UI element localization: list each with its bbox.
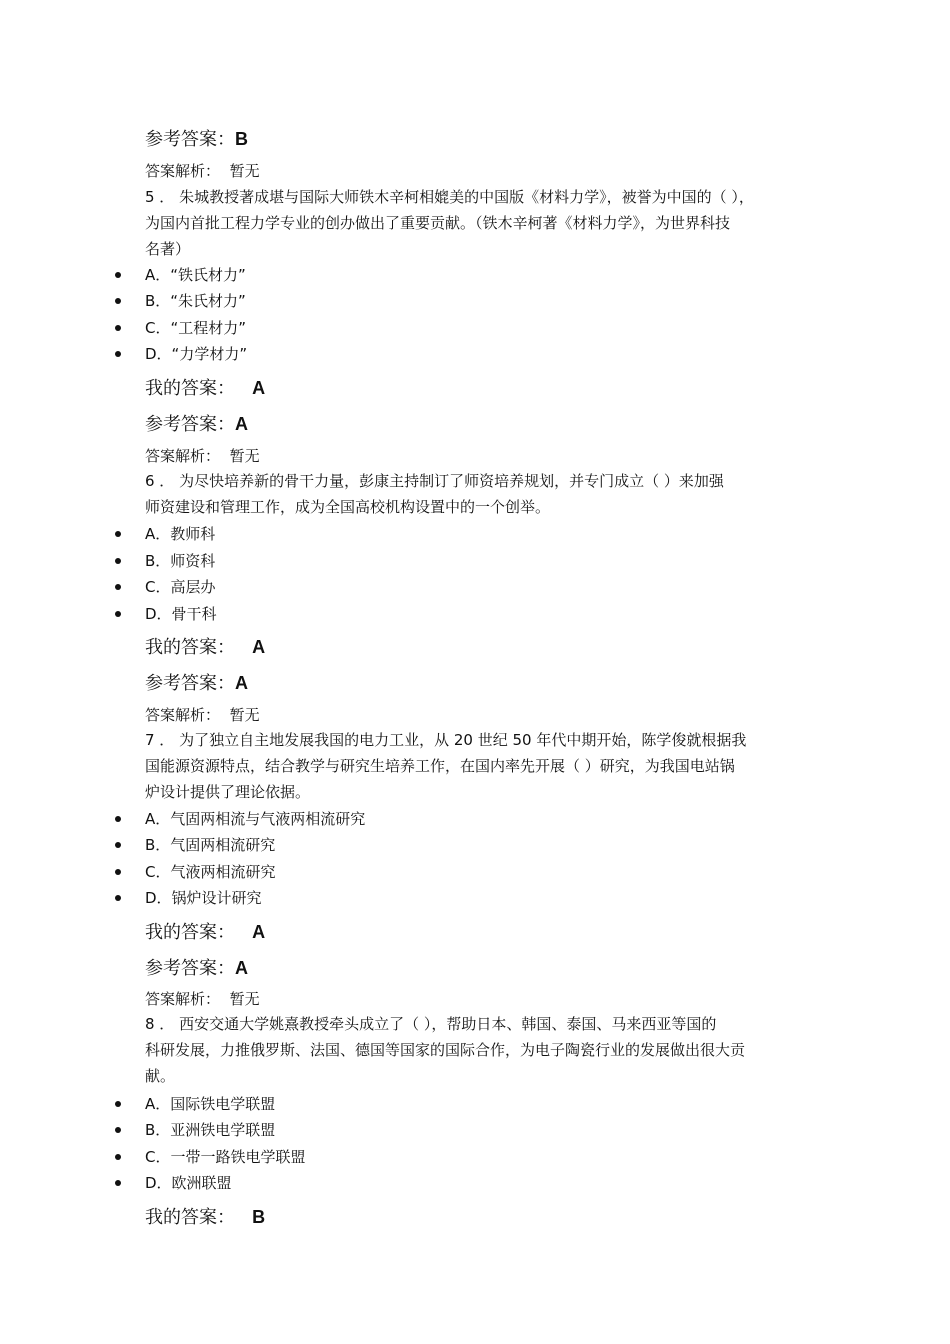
bullet [115, 869, 121, 875]
question-5-text [145, 184, 815, 262]
question-line: 名著） [145, 240, 191, 258]
reference-answer-label: 参考答案： [145, 673, 235, 694]
option-a: A．国际铁电学联盟 [145, 1095, 276, 1113]
explanation-value: 暂无 [229, 990, 260, 1008]
question-8-text [145, 1011, 815, 1089]
my-answer [145, 1203, 265, 1229]
my-answer-label: 我的答案： [145, 637, 235, 658]
bullet [115, 351, 121, 357]
reference-answer-value: B [235, 129, 248, 149]
reference-answer [145, 410, 248, 436]
question-line: 为国内首批工程力学专业的创办做出了重要贡献。（铁木辛柯著《材料力学》，为世界科技 [145, 214, 731, 232]
bullet [115, 895, 121, 901]
bullet [115, 816, 121, 822]
bullet [115, 584, 121, 590]
my-answer-label: 我的答案： [145, 378, 235, 399]
my-answer-value: A [252, 922, 266, 942]
explanation-value: 暂无 [229, 162, 260, 180]
my-answer-label: 我的答案： [145, 922, 235, 943]
option-b: B．师资科 [145, 552, 216, 570]
bullet [115, 611, 121, 617]
my-answer [145, 374, 265, 400]
answer-explanation [145, 704, 260, 725]
question-line: 炉设计提供了理论依据。 [145, 783, 311, 801]
question-line: 科研发展，力推俄罗斯、法国、德国等国家的国际合作，为电子陶瓷行业的发展做出很大贡 [145, 1041, 746, 1059]
reference-answer-label: 参考答案： [145, 958, 235, 979]
bullet [115, 298, 121, 304]
my-answer-value: A [252, 378, 266, 398]
reference-answer-value: A [235, 958, 248, 978]
bullet [115, 325, 121, 331]
option-a: A．“铁氏材力” [145, 266, 246, 284]
reference-answer [145, 954, 248, 980]
explanation-label: 答案解析： [145, 990, 221, 1008]
question-6-text [145, 468, 815, 520]
option-d: D．欧洲联盟 [145, 1174, 232, 1192]
question-line: 8 ． 西安交通大学姚熹教授牵头成立了（ ），帮助日本、韩国、泰国、马来西亚等国的 [145, 1015, 717, 1033]
option-d: D．“力学材力” [145, 345, 248, 363]
answer-explanation [145, 160, 260, 181]
bullet [115, 1101, 121, 1107]
bullet [115, 558, 121, 564]
reference-answer-label: 参考答案： [145, 414, 235, 435]
option-c: C．一带一路铁电学联盟 [145, 1148, 306, 1166]
explanation-label: 答案解析： [145, 162, 221, 180]
reference-answer [145, 125, 248, 151]
my-answer-value: B [252, 1207, 266, 1227]
option-b: B．气固两相流研究 [145, 836, 276, 854]
question-line: 5 ． 朱城教授著成堪与国际大师铁木辛柯相媲美的中国版《材料力学》，被誉为中国的（ ）， [145, 188, 754, 206]
question-line: 献。 [145, 1067, 176, 1085]
my-answer-label: 我的答案： [145, 1207, 235, 1228]
bullet [115, 1127, 121, 1133]
bullet [115, 531, 121, 537]
bullet [115, 1180, 121, 1186]
question-line: 6 ． 为尽快培养新的骨干力量，彭康主持制订了师资培养规划，并专门成立（ ）来加强 [145, 472, 724, 490]
option-c: C．高层办 [145, 578, 216, 596]
question-7-text [145, 727, 815, 805]
explanation-label: 答案解析： [145, 447, 221, 465]
explanation-value: 暂无 [229, 706, 260, 724]
reference-answer-value: A [235, 673, 248, 693]
my-answer [145, 918, 265, 944]
option-d: D．锅炉设计研究 [145, 889, 262, 907]
my-answer [145, 633, 265, 659]
bullet [115, 1154, 121, 1160]
reference-answer-value: A [235, 414, 248, 434]
option-a: A．教师科 [145, 525, 216, 543]
option-c: C．气液两相流研究 [145, 863, 276, 881]
answer-explanation [145, 445, 260, 466]
answer-explanation [145, 988, 260, 1009]
question-line: 师资建设和管理工作，成为全国高校机构设置中的一个创举。 [145, 498, 551, 516]
explanation-label: 答案解析： [145, 706, 221, 724]
bullet [115, 272, 121, 278]
option-d: D．骨干科 [145, 605, 217, 623]
question-line: 国能源资源特点，结合教学与研究生培养工作，在国内率先开展（ ）研究，为我国电站锅 [145, 757, 735, 775]
question-line: 7 ． 为了独立自主地发展我国的电力工业，从 20 世纪 50 年代中期开始，陈学俊就根据我 [145, 731, 747, 749]
option-b: B．亚洲铁电学联盟 [145, 1121, 276, 1139]
reference-answer [145, 669, 248, 695]
reference-answer-label: 参考答案： [145, 129, 235, 150]
option-c: C．“工程材力” [145, 319, 247, 337]
option-b: B．“朱氏材力” [145, 292, 246, 310]
my-answer-value: A [252, 637, 266, 657]
explanation-value: 暂无 [229, 447, 260, 465]
bullet [115, 842, 121, 848]
option-a: A．气固两相流与气液两相流研究 [145, 810, 366, 828]
